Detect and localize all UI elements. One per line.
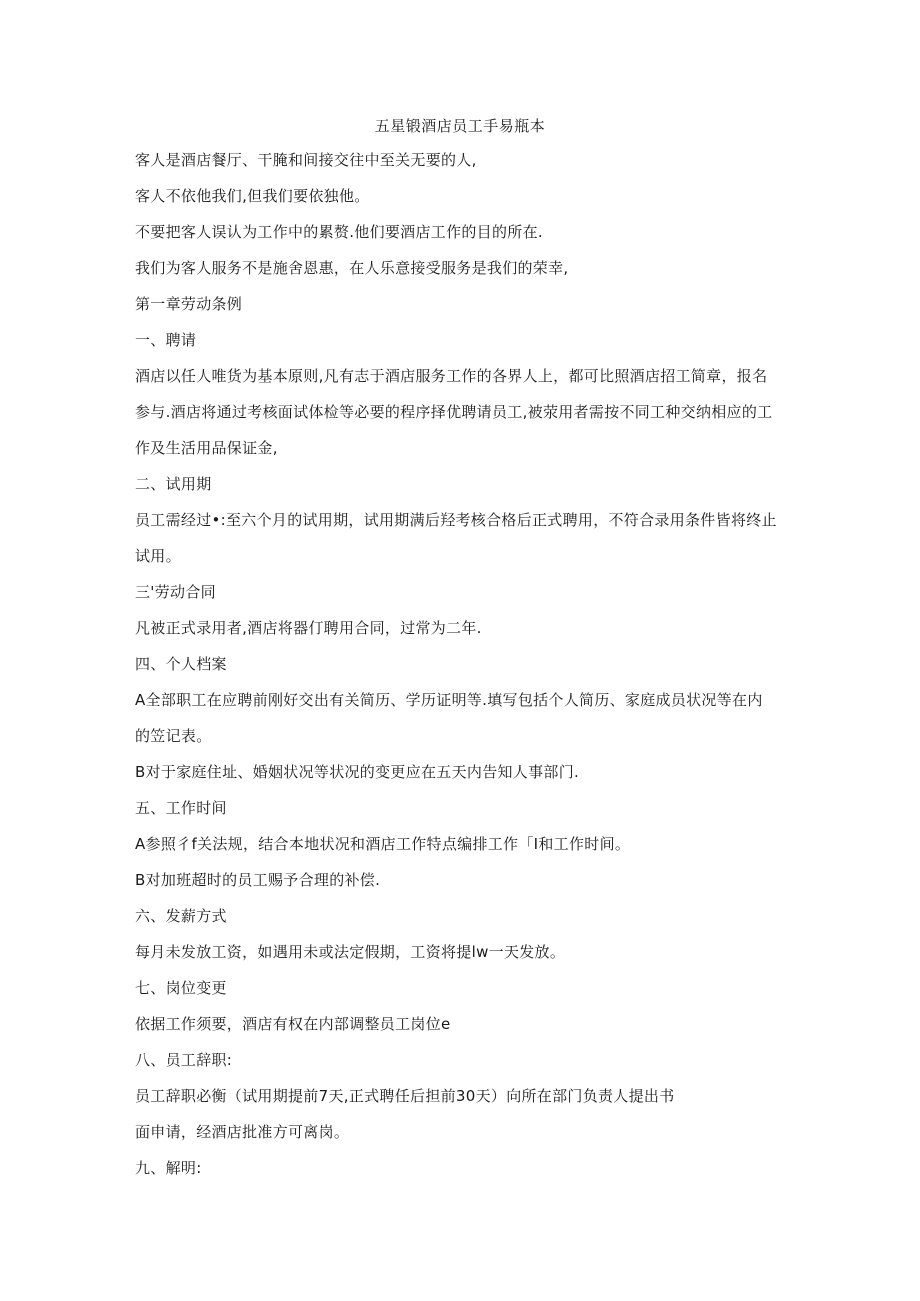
section-heading: 二、试用期 bbox=[135, 475, 212, 493]
paragraph-line: A全部职工在应聘前刚好交出有关简历、学历证明等.填写包括个人简历、家庭成员状况等在内 bbox=[135, 691, 763, 709]
paragraph-line: 试用。 bbox=[135, 547, 181, 565]
paragraph-line: 我们为客人服务不是施舍恩惠，在人乐意接受服务是我们的荣幸, bbox=[135, 259, 569, 277]
paragraph-line: A参照彳f关法规，结合本地状况和酒店工作特点编排工作「I和工作时间。 bbox=[135, 835, 631, 853]
paragraph-line: 每月未发放工资，如遇用未或法定假期，工资将提lw一天发放。 bbox=[135, 943, 566, 961]
paragraph-line: 客人不依他我们,但我们要依独他。 bbox=[135, 187, 370, 205]
section-heading: 五、工作时间 bbox=[135, 799, 227, 817]
section-heading: 三'劳动合同 bbox=[135, 583, 216, 601]
paragraph-line: 凡被正式录用者,酒店将器仃聘用合同，过常为二年. bbox=[135, 619, 482, 637]
paragraph-line: 员工需经过•:至六个月的试用期，试用期满后羟考核合格后正式聘用，不符合录用条件皆将终止 bbox=[135, 511, 777, 529]
section-heading: 六、发薪方式 bbox=[135, 907, 227, 925]
paragraph-line: 不要把客人误认为工作中的累赘.他们要酒店工作的目的所在. bbox=[135, 223, 543, 241]
paragraph-line: B对加班超时的员工赐予合理的补偿. bbox=[135, 871, 381, 889]
section-heading: 四、个人档案 bbox=[135, 655, 227, 673]
section-heading: 一、聘请 bbox=[135, 331, 197, 349]
paragraph-line: 依据工作须要，酒店有权在内部调整员工岗位e bbox=[135, 1015, 451, 1033]
section-heading: 九、解明: bbox=[135, 1159, 202, 1177]
paragraph-line: 作及生活用品保证金, bbox=[135, 439, 278, 457]
paragraph-line: 面申请，经酒店批准方可离岗。 bbox=[135, 1123, 350, 1141]
paragraph-line: 酒店以任人唯货为基本原则,凡有志于酒店服务工作的各界人上，都可比照酒店招工简章，报名 bbox=[135, 367, 768, 385]
section-heading: 八、员工辞职: bbox=[135, 1051, 233, 1069]
paragraph-line: B对于家庭住址、婚姻状况等状况的变更应在五天内告知人事部门. bbox=[135, 763, 580, 781]
paragraph-line: 员工辞职必衡（试用期提前7天,正式聘任后担前30天）向所在部门负责人提出书 bbox=[135, 1087, 675, 1105]
document-body bbox=[135, 150, 785, 1178]
paragraph-line: 参与.酒店将通过考核面试体检等必要的程序择优聘请员工,被荥用者需按不同工种交纳相应的工 bbox=[135, 403, 773, 421]
section-heading: 七、岗位变更 bbox=[135, 979, 227, 997]
chapter-heading: 第一章劳动条例 bbox=[135, 295, 243, 313]
document-title: 五星锻酒店员工手易瓶本 bbox=[374, 117, 546, 135]
paragraph-line: 的笠记表。 bbox=[135, 727, 212, 745]
paragraph-line: 客人是酒店餐厅、干腌和间接交往中至关无要的人, bbox=[135, 151, 477, 169]
